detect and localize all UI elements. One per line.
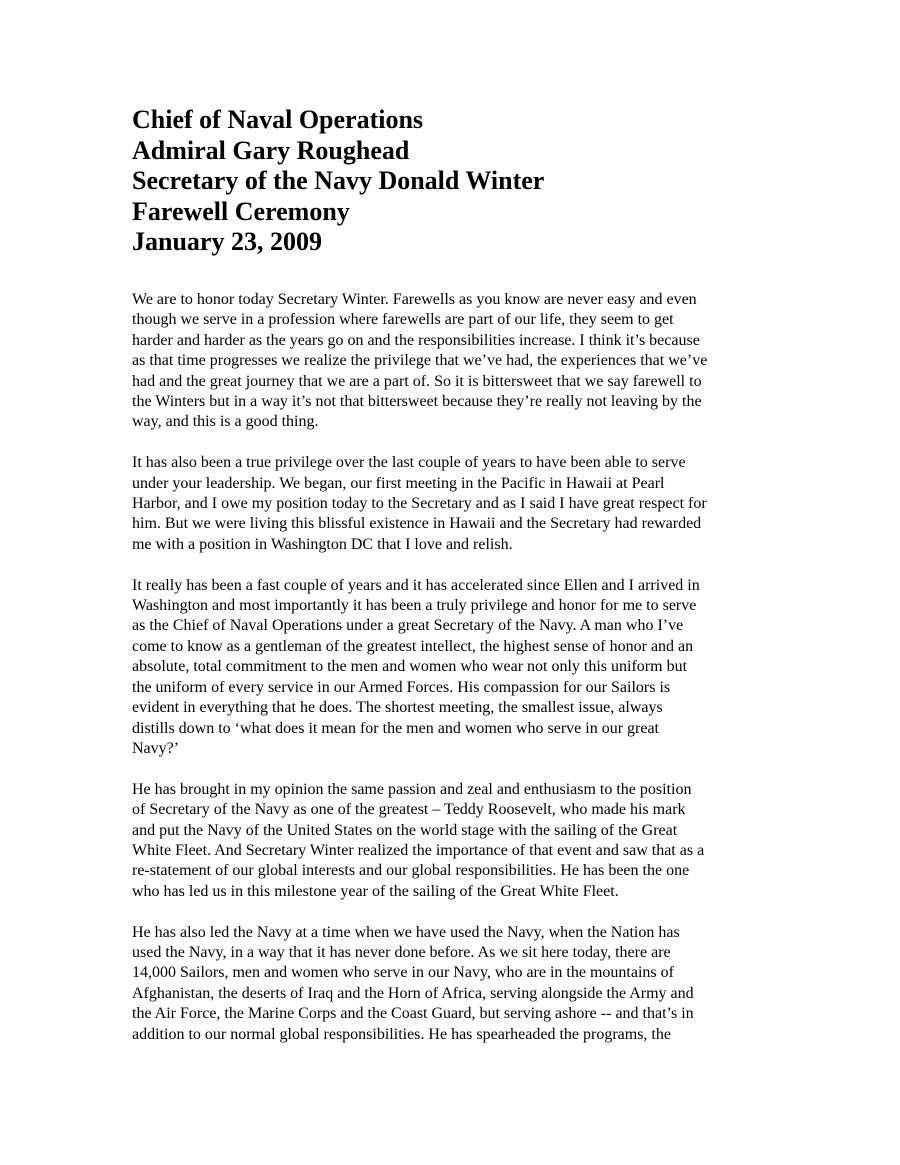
paragraph-spacer: [132, 555, 772, 575]
text-line: We are to honor today Secretary Winter. Farewells as you know are never easy and even: [132, 291, 697, 308]
text-line: addition to our normal global responsibilities. He has spearheaded the programs, the: [132, 1025, 671, 1043]
heading-title: Chief of Naval Operations: [132, 105, 424, 134]
text-line: He has also led the Navy at a time when we have used the Navy, when the Nation has: [132, 923, 680, 941]
paragraph-1: [132, 290, 772, 433]
paragraph-spacer: [132, 902, 772, 922]
paragraph-spacer: [132, 433, 772, 453]
text-line: the Winters but in a way it’s not that bittersweet because they’re really not leaving by the: [132, 393, 702, 411]
heading-date: January 23, 2009: [132, 227, 322, 256]
text-line: him. But we were living this blissful existence in Hawaii and the Secretary had rewarded: [132, 515, 702, 533]
paragraph-3: [132, 576, 772, 760]
text-line: Navy?’: [132, 739, 180, 757]
text-line: had and the great journey that we are a part of. So it is bittersweet that we say farewell to: [132, 372, 702, 390]
text-line: the uniform of every service in our Armed Forces. His compassion for our Sailors is: [132, 678, 671, 696]
document-heading: [132, 105, 812, 258]
text-line: Washington and most importantly it has been a truly privilege and honor for me to serve: [132, 597, 697, 615]
text-line: of Secretary of the Navy as one of the greatest – Teddy Roosevelt, who made his mark: [132, 801, 686, 819]
text-line: and put the Navy of the United States on the world stage with the sailing of the Great: [132, 821, 678, 839]
text-line: come to know as a gentleman of the greatest intellect, the highest sense of honor and an: [132, 637, 694, 655]
text-line: evident in everything that he does. The shortest meeting, the smallest issue, always: [132, 699, 663, 717]
text-line: under your leadership. We began, our first meeting in the Pacific in Hawaii at Pearl: [132, 474, 665, 492]
text-line: White Fleet. And Secretary Winter realized the importance of that event and saw that as a: [132, 841, 705, 859]
paragraph-2: [132, 453, 772, 555]
text-line: as that time progresses we realize the privilege that we’ve had, the experiences that we’ve: [132, 352, 708, 370]
heading-event: Farewell Ceremony: [132, 196, 350, 226]
text-line: He has brought in my opinion the same passion and zeal and enthusiasm to the position: [132, 780, 692, 798]
text-line: Afghanistan, the deserts of Iraq and the Horn of Africa, serving alongside the Army and: [132, 984, 694, 1002]
heading-honoree: Secretary of the Navy Donald Winter: [132, 166, 545, 195]
text-line: absolute, total commitment to the men and women who wear not only this uniform but: [132, 658, 688, 676]
text-line: 14,000 Sailors, men and women who serve in our Navy, who are in the mountains of: [132, 964, 674, 982]
text-line: Harbor, and I owe my position today to the Secretary and as I said I have great respect for: [132, 495, 707, 513]
paragraph-spacer: [132, 759, 772, 779]
text-line: It has also been a true privilege over the last couple of years to have been able to serve: [132, 454, 686, 472]
paragraph-4: [132, 780, 772, 902]
text-line: It really has been a fast couple of years and it has accelerated since Ellen and I arrived in: [132, 576, 700, 594]
text-line: as the Chief of Naval Operations under a great Secretary of the Navy. A man who I’ve: [132, 617, 684, 635]
heading-speaker: Admiral Gary Roughead: [132, 135, 410, 165]
text-line: though we serve in a profession where farewells are part of our life, they seem to get: [132, 311, 674, 329]
text-line: used the Navy, in a way that it has never done before. As we sit here today, there are: [132, 943, 671, 961]
text-line: re-statement of our global interests and our global responsibilities. He has been the one: [132, 862, 690, 880]
text-line: who has led us in this milestone year of the sailing of the Great White Fleet.: [132, 882, 619, 900]
text-line: me with a position in Washington DC that I love and relish.: [132, 535, 513, 553]
text-line: distills down to ‘what does it mean for the men and women who serve in our great: [132, 719, 659, 737]
paragraph-5: [132, 923, 772, 1045]
text-line: the Air Force, the Marine Corps and the Coast Guard, but serving ashore -- and that’s in: [132, 1005, 694, 1023]
document-body: [132, 290, 772, 1045]
text-line: harder and harder as the years go on and the responsibilities increase. I think it’s because: [132, 331, 700, 349]
text-line: way, and this is a good thing.: [132, 413, 319, 431]
